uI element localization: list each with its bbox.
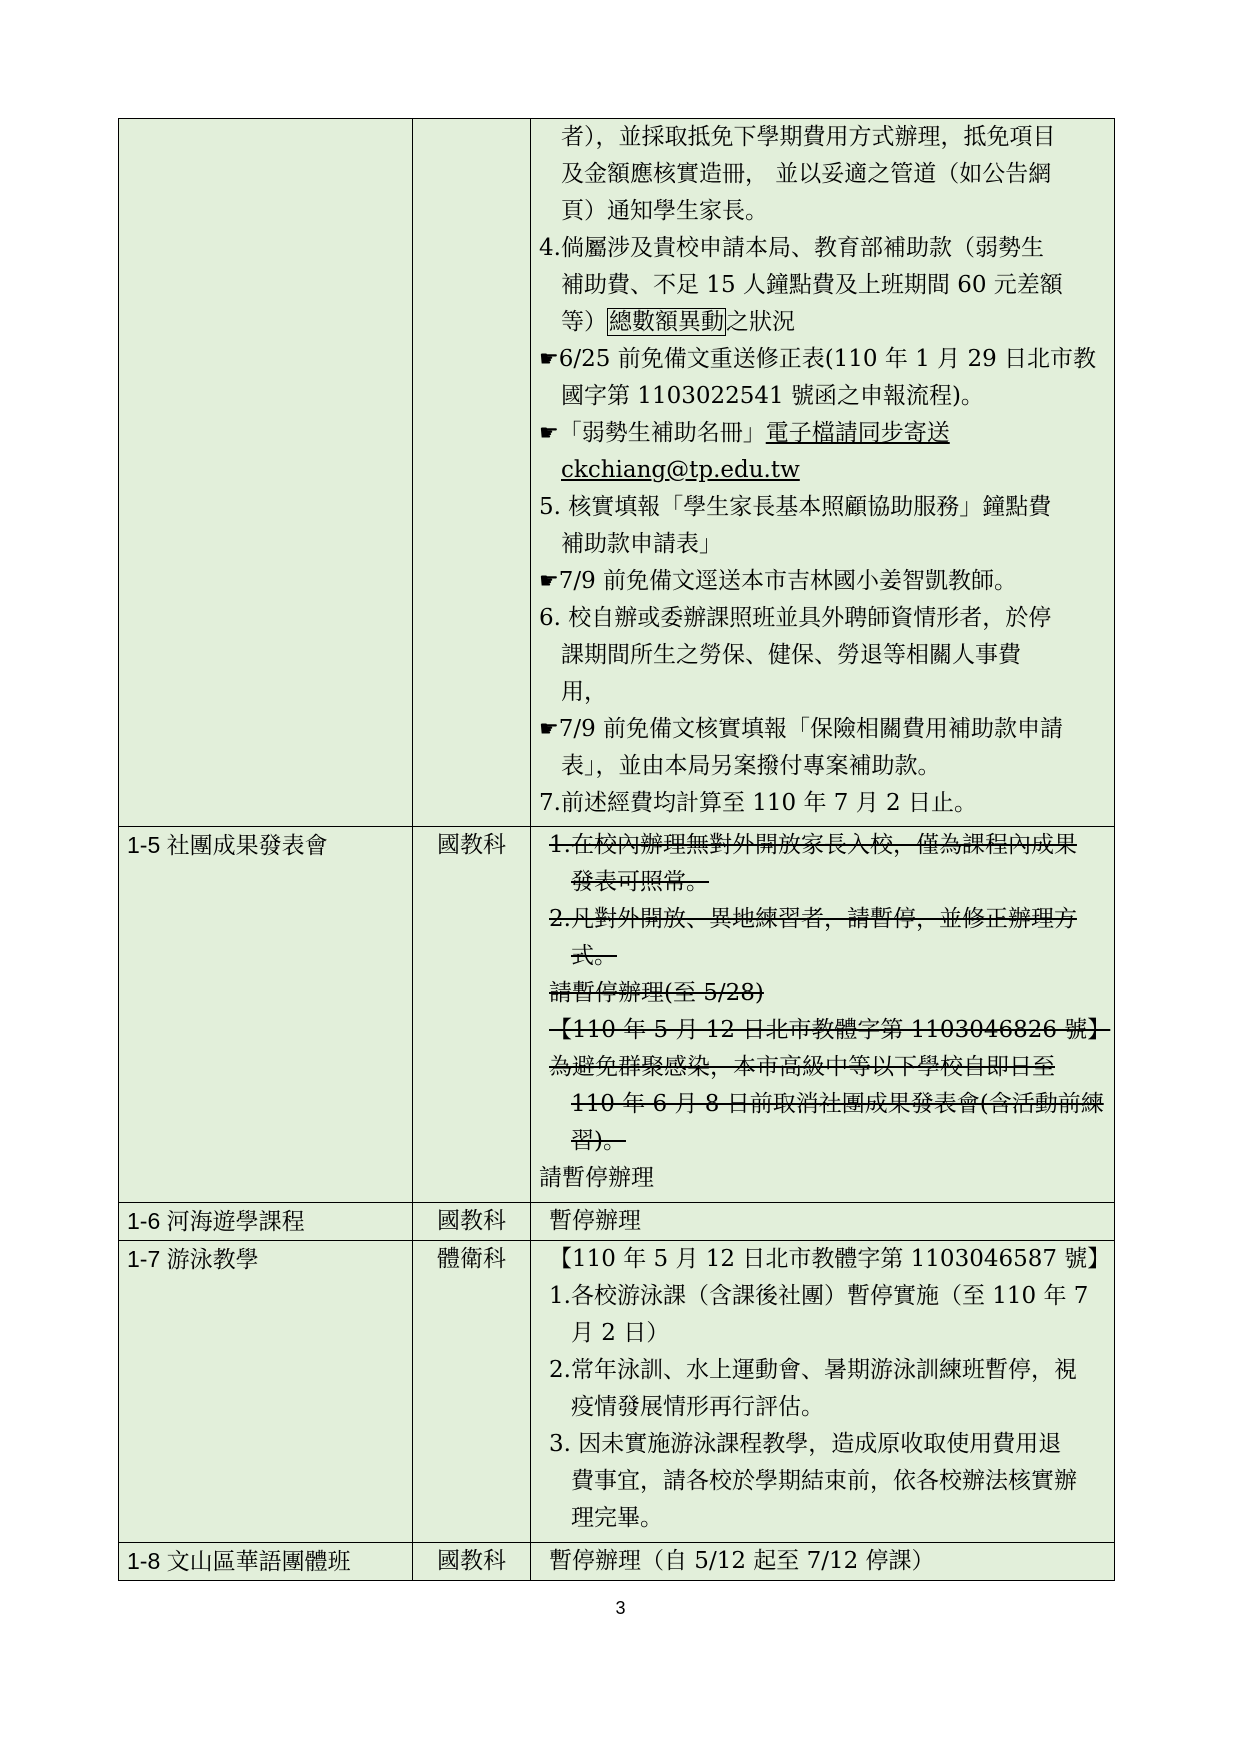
struck-line: 2.凡對外開放、異地練習者，請暫停，並修正辦理方 [549,906,1077,932]
item-cell [119,119,413,827]
content-cell [531,119,1115,827]
text-line: 國字第 1103022541 號函之申報流程)。 [561,383,984,409]
text-fragment: 之狀況 [726,309,795,335]
text-line: 暫停辦理 [549,1208,641,1234]
text-line: 【110 年 5 月 12 日北市教體字第 1103046587 號】 [549,1246,1111,1272]
text-fragment: 7/9 前免備文逕送本市吉林國小姜智凱教師。 [558,568,1018,594]
text-line: 2.常年泳訓、水上運動會、暑期游泳訓練班暫停，視 [549,1357,1077,1383]
email-link[interactable]: ckchiang@tp.edu.tw [561,457,800,483]
struck-line: 【110 年 5 月 12 日北市教體字第 1103046826 號】 [549,1017,1111,1043]
text-line: 7.前述經費均計算至 110 年 7 月 2 日止。 [539,790,977,816]
content-cell [531,1203,1115,1241]
dept-cell: 國教科 [413,1203,531,1241]
text-line [539,563,1106,600]
text-line: 用， [561,679,607,705]
text-fragment: 「弱勢生補助名冊」 [558,420,766,446]
pointing-hand-icon: ☛ [539,717,559,742]
dept-cell: 國教科 [413,827,531,1203]
text-line: 5. 核實填報「學生家長基本照顧協助服務」鐘點費 [539,494,1052,520]
item-cell: 1-5 社團成果發表會 [119,827,413,1203]
text-line: 表」，並由本局另案撥付專案補助款。 [561,753,941,779]
boxed-phrase: 總數額異動 [609,309,724,335]
text-line: 4.倘屬涉及貴校申請本局、教育部補助款（弱勢生 [539,235,1044,261]
text-line: 暫停辦理（自 5/12 起至 7/12 停課） [549,1548,935,1574]
text-line: 理完畢。 [571,1505,663,1531]
struck-line: 為避免群聚感染，本市高級中等以下學校自即日至 [549,1054,1055,1080]
content-cell [531,827,1115,1203]
table-row [119,1241,1115,1543]
text-line [539,452,1106,489]
text-line: 1.各校游泳課（含課後社團）暫停實施（至 110 年 7 [549,1283,1089,1309]
text-line: 補助費、不足 15 人鐘點費及上班期間 60 元差額 [561,272,1063,298]
struck-line: 請暫停辦理(至 5/28) [549,980,764,1006]
text-line [539,415,1106,452]
dept-cell [413,119,531,827]
page-number: 3 [615,1598,626,1618]
text-line [539,304,1106,341]
text-line: 3. 因未實施游泳課程教學，造成原收取使用費用退 [549,1431,1062,1457]
pointing-hand-icon: ☛ [539,347,559,372]
text-line: 疫情發展情形再行評估。 [571,1394,824,1420]
text-line: 費事宜，請各校於學期結束前，依各校辦法核實辦 [571,1468,1077,1494]
text-line: 補助款申請表」 [561,531,722,557]
item-cell: 1-7 游泳教學 [119,1241,413,1543]
dept-cell: 國教科 [413,1543,531,1581]
text-line: 頁）通知學生家長。 [561,198,768,224]
table-row [119,1543,1115,1581]
notice-table [118,118,1115,1581]
item-cell: 1-6 河海遊學課程 [119,1203,413,1241]
text-fragment: 6/25 前免備文重送修正表(110 年 1 月 29 日北市教 [558,346,1097,372]
struck-line: 1.在校內辦理無對外開放家長入校，僅為課程內成果 [549,832,1077,858]
text-line: 者），並採取抵免下學期費用方式辦理，抵免項目 [561,124,1056,150]
text-fragment: 等） [561,309,607,335]
struck-line: 式。 [571,943,617,969]
struck-line: 習)。 [571,1128,626,1154]
table-row [119,119,1115,827]
content-cell [531,1241,1115,1543]
underlined-phrase: 電子檔請同步寄送 [765,420,950,446]
table-row [119,827,1115,1203]
content-cell [531,1543,1115,1581]
text-line: 月 2 日） [571,1320,670,1346]
text-line: 6. 校自辦或委辦課照班並具外聘師資情形者，於停 [539,605,1052,631]
item-cell: 1-8 文山區華語團體班 [119,1543,413,1581]
text-line: 及金額應核實造冊， 並以妥適之管道（如公告網 [561,161,1052,187]
pointing-hand-icon: ☛ [539,421,559,446]
table-row [119,1203,1115,1241]
struck-line: 110 年 6 月 8 日前取消社團成果發表會(含活動前練 [571,1091,1104,1117]
pointing-hand-icon: ☛ [539,569,559,594]
dept-cell: 體衛科 [413,1241,531,1543]
text-fragment: 7/9 前免備文核實填報「保險相關費用補助款申請 [558,716,1064,742]
struck-line: 發表可照常。 [571,869,709,895]
text-line: 請暫停辦理 [539,1165,654,1191]
text-line [539,341,1106,378]
text-line: 課期間所生之勞保、健保、勞退等相關人事費 [561,642,1021,668]
text-line [539,711,1106,748]
